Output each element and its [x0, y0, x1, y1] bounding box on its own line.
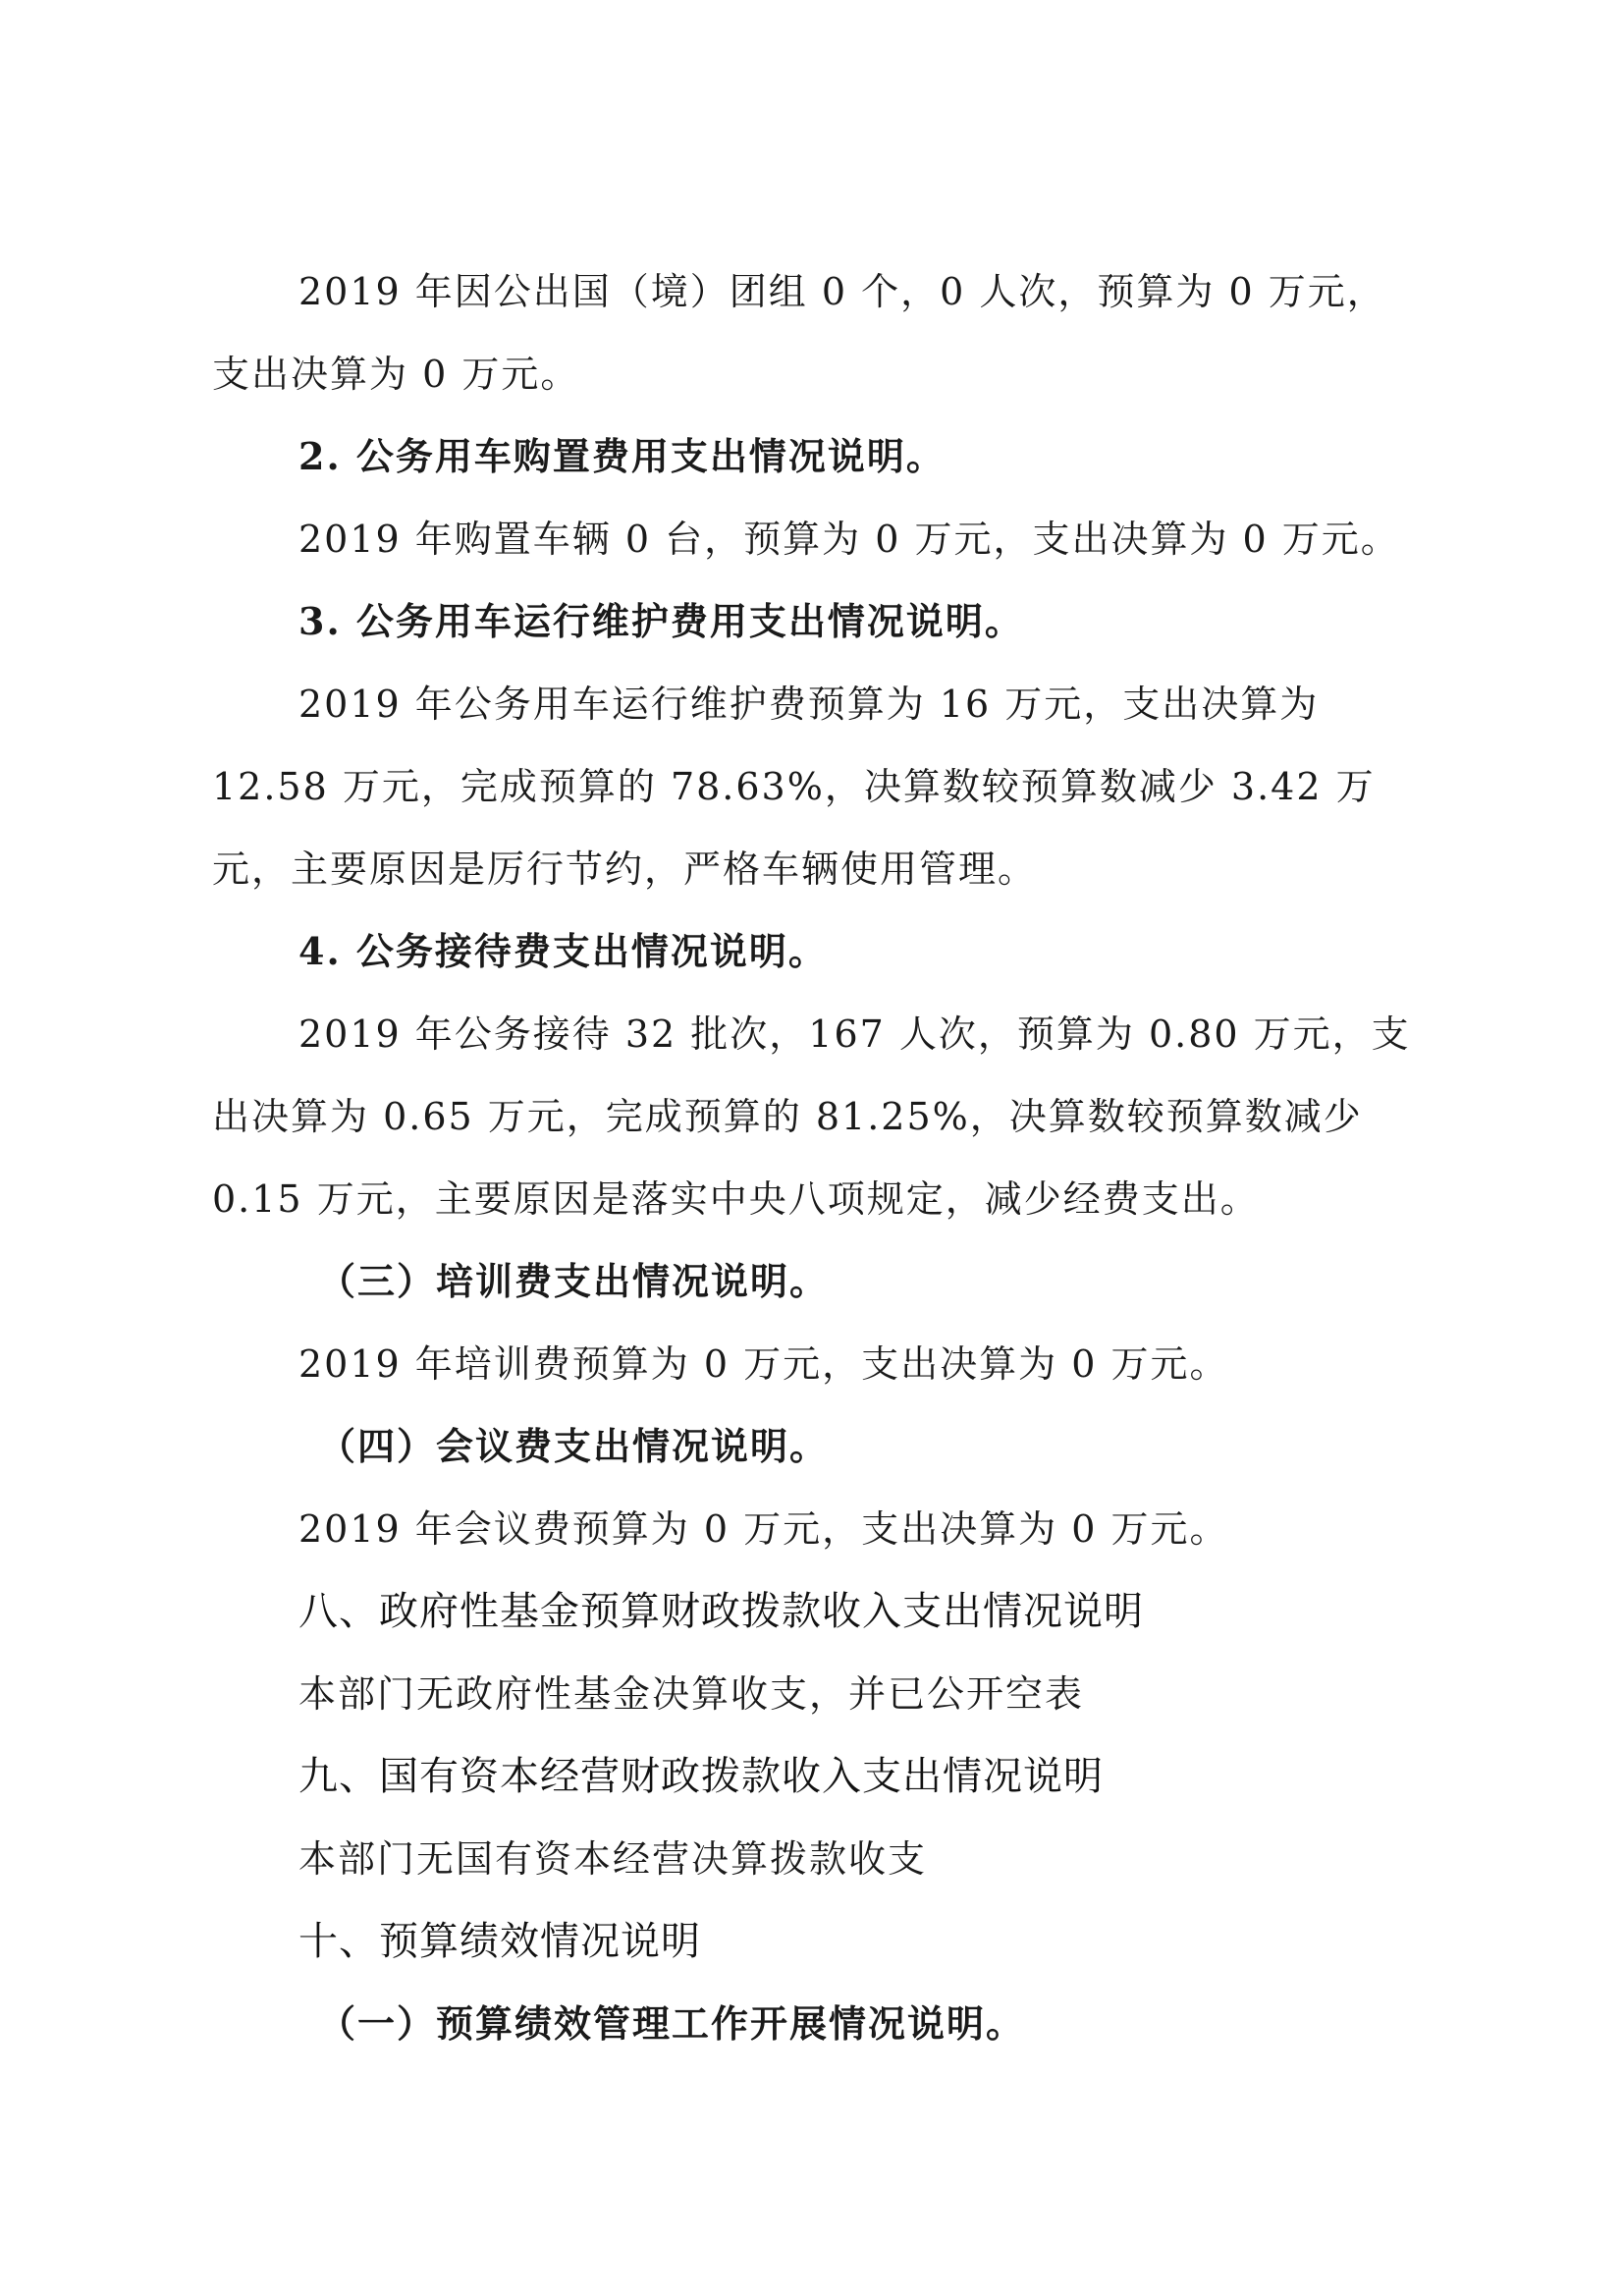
paragraph-line: 2019 年公务用车运行维护费预算为 16 万元，支出决算为	[298, 683, 1320, 726]
paragraph-line: 元，主要原因是厉行节约，严格车辆使用管理。	[212, 847, 1038, 891]
chapter-heading: 九、国有资本经营财政拨款收入支出情况说明	[298, 1754, 1104, 1799]
chapter-heading: 十、预算绩效情况说明	[298, 1919, 701, 1964]
paragraph-line: 0.15 万元，主要原因是落实中央八项规定，减少经费支出。	[212, 1177, 1260, 1221]
paragraph-line: 2019 年会议费预算为 0 万元，支出决算为 0 万元。	[298, 1507, 1229, 1551]
section-heading: （一）预算绩效管理工作开展情况说明。	[318, 2001, 1026, 2046]
section-heading: 3. 公务用车运行维护费用支出情况说明。	[298, 599, 1024, 643]
paragraph-line: 12.58 万元，完成预算的 78.63%，决算数较预算数减少 3.42 万	[212, 765, 1376, 808]
paragraph-line: 本部门无国有资本经营决算拨款收支	[298, 1837, 928, 1881]
section-heading: 4. 公务接待费支出情况说明。	[298, 929, 828, 973]
paragraph-line: 2019 年公务接待 32 批次，167 人次，预算为 0.80 万元，支	[298, 1012, 1411, 1056]
section-heading: （四）会议费支出情况说明。	[318, 1424, 830, 1468]
section-heading: 2. 公务用车购置费用支出情况说明。	[298, 434, 946, 478]
document-body	[212, 250, 1420, 2065]
chapter-heading: 八、政府性基金预算财政拨款收入支出情况说明	[298, 1589, 1144, 1634]
paragraph-line: 本部门无政府性基金决算收支，并已公开空表	[298, 1672, 1085, 1716]
paragraph-line: 2019 年因公出国（境）团组 0 个，0 人次，预算为 0 万元，	[298, 270, 1386, 313]
paragraph-line: 支出决算为 0 万元。	[212, 353, 580, 396]
paragraph-line: 2019 年培训费预算为 0 万元，支出决算为 0 万元。	[298, 1342, 1229, 1386]
paragraph-line: 2019 年购置车辆 0 台，预算为 0 万元，支出决算为 0 万元。	[298, 518, 1400, 561]
paragraph-line: 出决算为 0.65 万元，完成预算的 81.25%，决算数较预算数减少	[212, 1095, 1363, 1138]
section-heading: （三）培训费支出情况说明。	[318, 1259, 830, 1303]
